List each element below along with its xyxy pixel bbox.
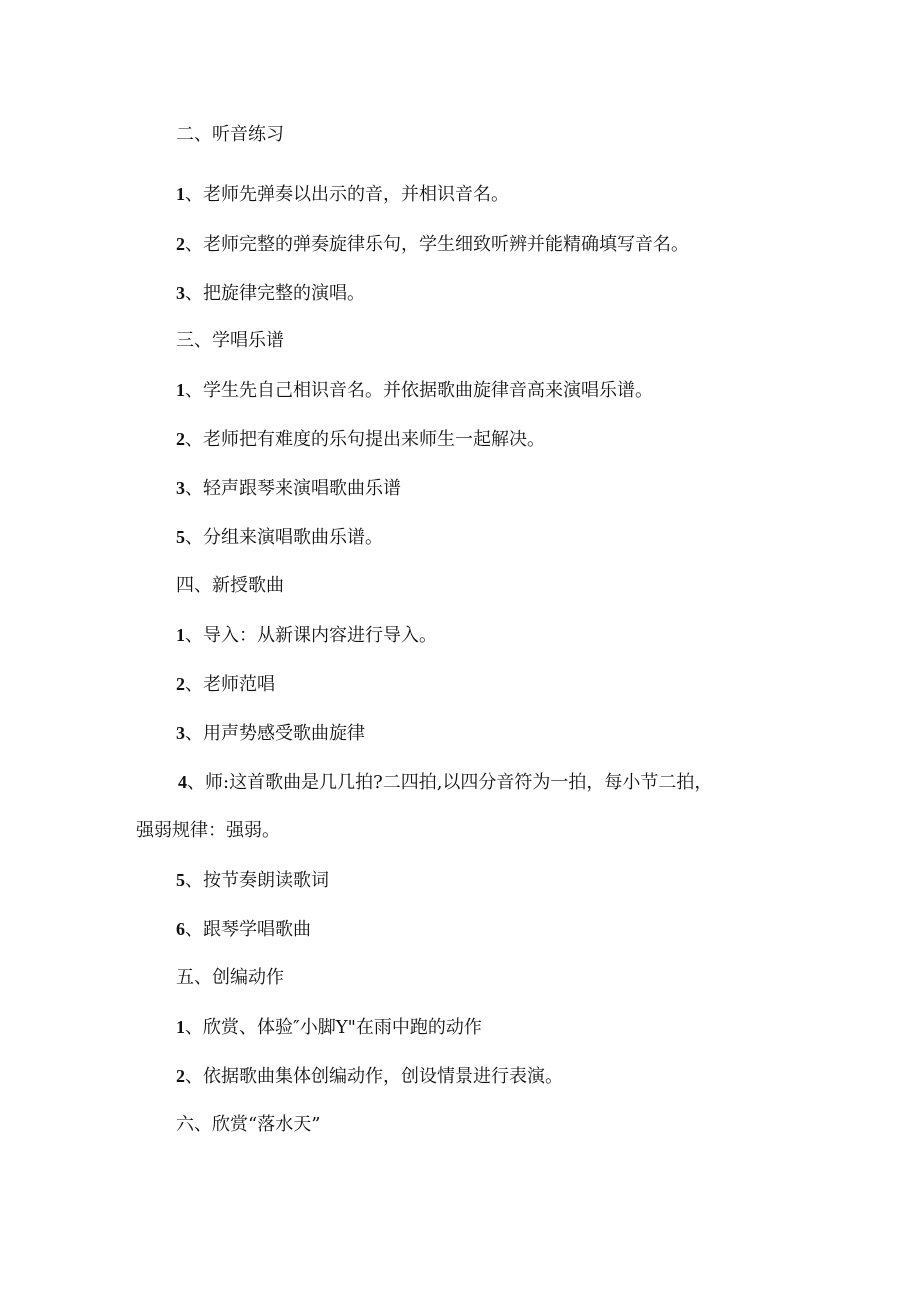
list-item-continuation: 强弱规律：强弱。 bbox=[136, 820, 280, 841]
heading-listening-practice: 二、听音练习 bbox=[176, 124, 284, 145]
list-item: 1、导入：从新课内容进行导入。 bbox=[176, 625, 437, 646]
list-item: 2、老师把有难度的乐句提出来师生一起解决。 bbox=[176, 429, 545, 450]
list-item: 4、师:这首歌曲是几几拍?二四拍,以四分音符为一拍，每小节二拍， bbox=[178, 772, 713, 793]
list-item: 5、按节奏朗读歌词 bbox=[176, 870, 329, 891]
heading-new-song: 四、新授歌曲 bbox=[176, 575, 284, 596]
list-item: 2、老师范唱 bbox=[176, 674, 275, 695]
list-item: 3、把旋律完整的演唱。 bbox=[176, 283, 365, 304]
list-item: 3、轻声跟琴来演唱歌曲乐谱 bbox=[176, 478, 401, 499]
heading-choreography: 五、创编动作 bbox=[176, 967, 284, 988]
list-item: 3、用声势感受歌曲旋律 bbox=[176, 723, 365, 744]
list-item: 5、分组来演唱歌曲乐谱。 bbox=[176, 527, 383, 548]
list-item: 2、老师完整的弹奏旋律乐句，学生细致听辨并能精确填写音名。 bbox=[176, 234, 689, 255]
heading-learn-score: 三、学唱乐谱 bbox=[176, 330, 284, 351]
list-item: 1、老师先弹奏以出示的音，并相识音名。 bbox=[176, 184, 509, 205]
list-item: 6、跟琴学唱歌曲 bbox=[176, 919, 311, 940]
heading-appreciation: 六、欣赏“落水天” bbox=[176, 1114, 321, 1135]
list-item: 1、学生先自己相识音名。并依据歌曲旋律音高来演唱乐谱。 bbox=[176, 380, 653, 401]
list-item: 1、欣赏、体验″小脚Y"在雨中跑的动作 bbox=[176, 1017, 482, 1038]
list-item: 2、依据歌曲集体创编动作，创设情景进行表演。 bbox=[176, 1066, 563, 1087]
